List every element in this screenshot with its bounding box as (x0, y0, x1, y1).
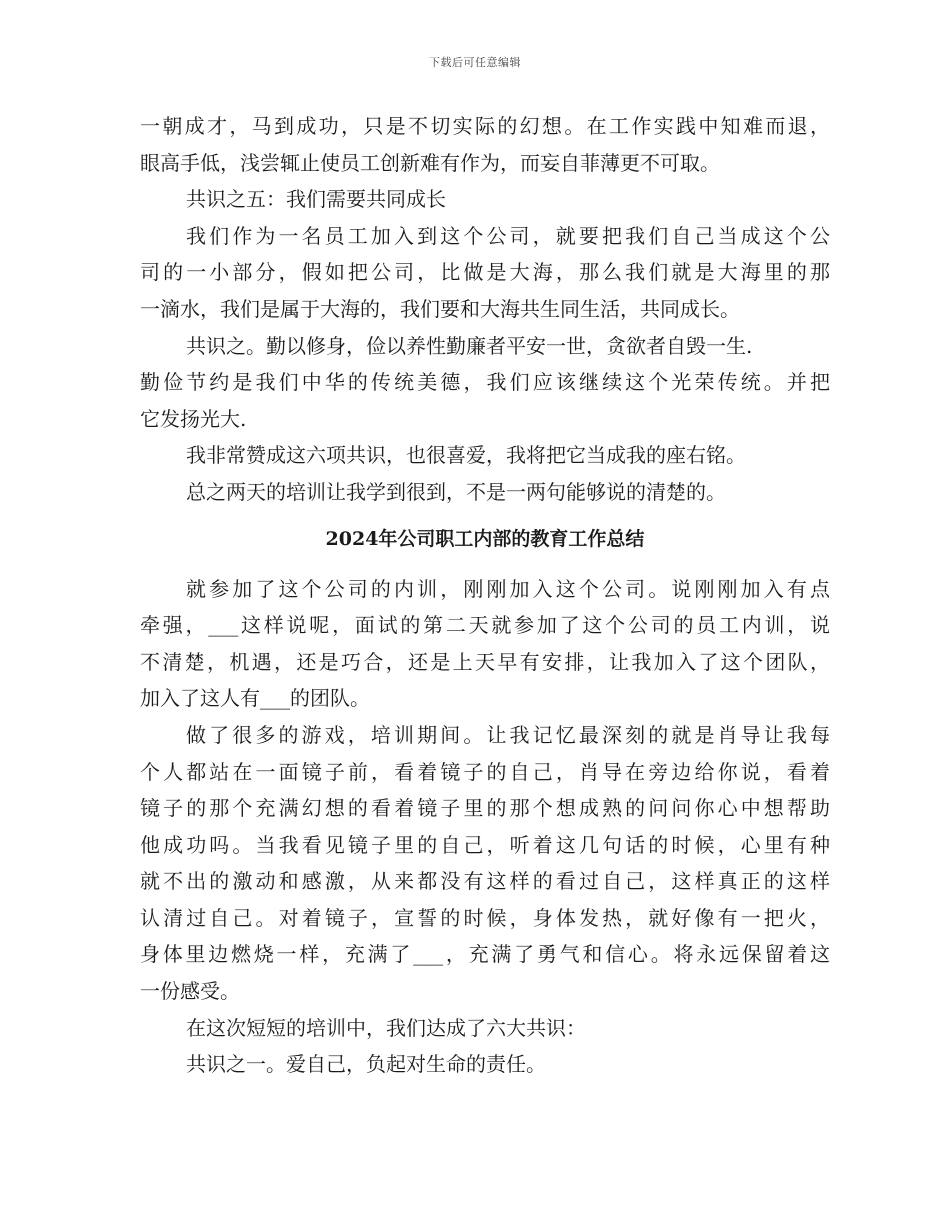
text-line: 司的一小部分，假如把公司，比做是大海，那么我们就是大海里的那 (140, 260, 830, 285)
text-line: 我们作为一名员工加入到这个公司，就要把我们自己当成这个公 (186, 223, 830, 248)
text-line: 勤俭节约是我们中华的传统美德，我们应该继续这个光荣传统。并把 (140, 370, 830, 395)
text-line: 在这次短短的培训中，我们达成了六大共识： (186, 1015, 586, 1040)
paragraph-block-2 (140, 571, 830, 1083)
page-header: 下载后可任意编辑 (429, 56, 521, 69)
text-line: 我非常赞成这六项共识，也很喜爱，我将把它当成我的座右铭。 (186, 443, 746, 468)
text-line: 他成功吗。当我看见镜子里的自己，听着这几句话的时候，心里有种 (140, 832, 830, 857)
text-line: 个人都站在一面镜子前，看着镜子的自己，肖导在旁边给你说，看着 (140, 759, 830, 784)
text-line: 共识之五：我们需要共同成长 (186, 187, 446, 212)
text-line: 共识之。勤以修身，俭以养性勤廉者平安一世，贪欲者自毁一生. (186, 333, 753, 358)
text-line: 加入了这人有___的团队。 (140, 686, 370, 711)
text-line: 不清楚，机遇，还是巧合，还是上天早有安排，让我加入了这个团队， (140, 649, 830, 674)
text-line: 认清过自己。对着镜子，宣誓的时候，身体发热，就好像有一把火， (140, 905, 830, 930)
section-title: 2024年公司职工内部的教育工作总结 (325, 527, 645, 550)
text-line: 一滴水，我们是属于大海的，我们要和大海共生同生活，共同成长。 (140, 296, 740, 321)
text-line: 镜子的那个充满幻想的看着镜子里的那个想成熟的问问你心中想帮助 (140, 796, 830, 821)
text-line: 做了很多的游戏，培训期间。让我记忆最深刻的就是肖导让我每 (186, 722, 830, 747)
text-line: 就参加了这个公司的内训，刚刚加入这个公司。说刚刚加入有点 (186, 576, 830, 601)
text-line: 总之两天的培训让我学到很到，不是一两句能够说的清楚的。 (186, 479, 726, 504)
text-line: 牵强，___这样说呢，面试的第二天就参加了这个公司的员工内训，说 (140, 613, 830, 638)
text-line: 眼高手低，浅尝辄止使员工创新难有作为，而妄自菲薄更不可取。 (140, 150, 720, 175)
text-line: 身体里边燃烧一样，充满了___，充满了勇气和信心。将永远保留着这 (140, 942, 830, 967)
text-line: 它发扬光大. (140, 406, 247, 431)
text-line: 一份感受。 (140, 979, 240, 1004)
text-line: 共识之一。爱自己，负起对生命的责任。 (186, 1052, 546, 1077)
text-line: 就不出的激动和感激，从来都没有这样的看过自己，这样真正的这样 (140, 869, 830, 894)
text-line: 一朝成才，马到成功，只是不切实际的幻想。在工作实践中知难而退， (140, 114, 830, 138)
document-body (140, 108, 830, 1083)
paragraph-block-1 (140, 108, 830, 511)
